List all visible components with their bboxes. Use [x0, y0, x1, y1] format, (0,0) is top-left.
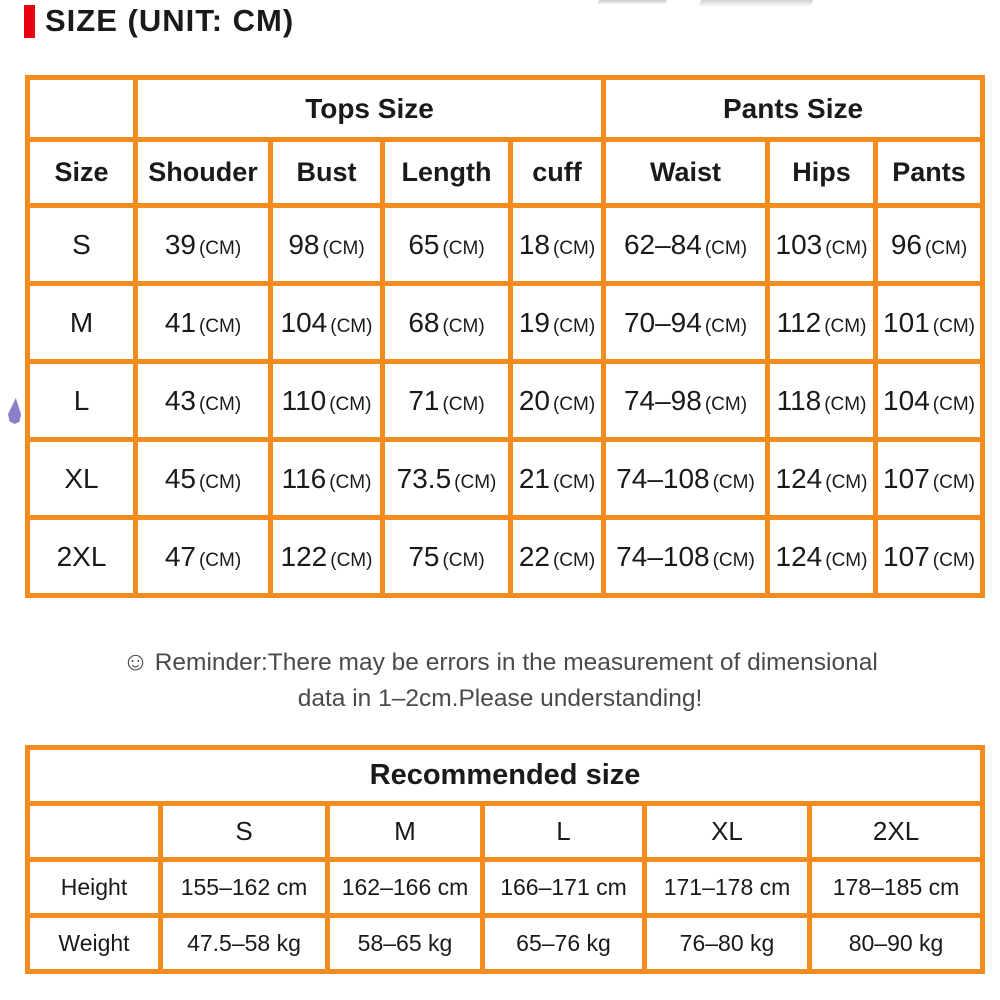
table-row-s: [28, 206, 983, 284]
measure-cell: [271, 284, 383, 362]
unit-label: (CM): [322, 237, 365, 259]
measure-cell: [136, 440, 271, 518]
unit-label: (CM): [825, 471, 868, 493]
rec-column-header-s: S: [161, 804, 328, 860]
measure-value: 112: [776, 306, 822, 338]
unit-label: (CM): [824, 315, 867, 337]
measure-cell: [876, 518, 983, 596]
unit-label: (CM): [924, 237, 968, 259]
weight-value-cell: 80–90 kg: [810, 916, 983, 972]
purple-drop-artifact: [8, 398, 21, 424]
smiley-icon: ☺: [122, 646, 149, 676]
reminder-text-1: Reminder:There may be errors in the measurement of dimensional: [154, 649, 878, 676]
height-row-label: Height: [28, 860, 161, 916]
measure-cell: [136, 518, 271, 596]
measure-cell: [136, 284, 271, 362]
unit-label: (CM): [330, 315, 373, 337]
measure-cell: [271, 440, 383, 518]
height-value-cell: 171–178 cm: [645, 860, 810, 916]
measure-cell: [768, 362, 876, 440]
measure-value: 118: [776, 384, 822, 416]
column-header-cuff: cuff: [511, 140, 604, 206]
measure-cell: [271, 362, 383, 440]
page-title: [24, 3, 294, 39]
measure-cell: [876, 206, 983, 284]
measure-value: 47: [164, 540, 196, 572]
unit-label: (CM): [329, 471, 372, 493]
measure-value: 104: [280, 306, 328, 338]
measure-value: 20: [518, 384, 550, 416]
measure-value: 74–108: [616, 462, 710, 494]
unit-label: (CM): [552, 471, 596, 493]
measure-value: 71: [408, 384, 440, 416]
measure-value: 122: [280, 540, 328, 572]
measure-cell: [604, 284, 768, 362]
photo-edge-artifact: [699, 0, 813, 6]
unit-label: (CM): [442, 237, 485, 259]
measure-value: 68: [408, 306, 440, 338]
measure-value: 19: [518, 306, 550, 338]
pants-size-group-header: Pants Size: [604, 78, 983, 140]
unit-label: (CM): [552, 393, 596, 415]
size-cell: [28, 284, 136, 362]
column-header-shouder: Shouder: [136, 140, 271, 206]
unit-label: (CM): [704, 237, 748, 259]
measure-value: 75: [408, 540, 440, 572]
measure-value: 65: [408, 228, 440, 260]
height-value-cell: 155–162 cm: [161, 860, 328, 916]
measure-cell: [876, 440, 983, 518]
measure-value: 116: [281, 462, 327, 494]
size-cell: [28, 206, 136, 284]
table-row: [28, 140, 983, 206]
measure-cell: [136, 206, 271, 284]
size-label: S: [72, 228, 91, 260]
size-label: M: [69, 306, 94, 338]
measure-cell: [511, 284, 604, 362]
rec-column-header-xl: XL: [645, 804, 810, 860]
unit-label: (CM): [712, 471, 755, 493]
rec-column-header-m: M: [328, 804, 483, 860]
measure-cell: [136, 362, 271, 440]
measure-cell: [604, 440, 768, 518]
unit-label: (CM): [704, 315, 748, 337]
measure-cell: [876, 284, 983, 362]
measure-cell: [604, 362, 768, 440]
table-row: [28, 748, 983, 804]
measure-cell: [511, 206, 604, 284]
unit-label: (CM): [704, 393, 748, 415]
column-header-pants: Pants: [876, 140, 983, 206]
measure-value: 98: [288, 228, 320, 260]
rec-column-header-2xl: 2XL: [810, 804, 983, 860]
size-measurements-table: [25, 75, 985, 598]
measure-cell: [768, 518, 876, 596]
measure-value: 101: [883, 306, 930, 338]
size-label: XL: [64, 462, 99, 494]
column-header-bust: Bust: [271, 140, 383, 206]
measure-value: 62–84: [623, 228, 702, 260]
measure-cell: [768, 440, 876, 518]
measure-cell: [271, 206, 383, 284]
red-accent-bar: [24, 5, 35, 38]
unit-label: (CM): [712, 549, 755, 571]
corner-cell: [28, 804, 161, 860]
unit-label: (CM): [552, 237, 596, 259]
measure-value: 74–108: [616, 540, 710, 572]
column-header-hips: Hips: [768, 140, 876, 206]
table-row-l: [28, 362, 983, 440]
table-row: [28, 78, 983, 140]
measure-value: 22: [518, 540, 550, 572]
unit-label: (CM): [329, 393, 372, 415]
measure-value: 103: [775, 228, 823, 260]
reminder-line-1: [0, 643, 1000, 681]
measure-value: 124: [775, 462, 823, 494]
column-header-length: Length: [383, 140, 511, 206]
measure-cell: [383, 362, 511, 440]
size-label: L: [73, 384, 90, 416]
corner-cell: [28, 78, 136, 140]
unit-label: (CM): [198, 549, 242, 571]
weight-value-cell: 47.5–58 kg: [161, 916, 328, 972]
table-row-xl: [28, 440, 983, 518]
unit-label: (CM): [330, 549, 373, 571]
measure-cell: [271, 518, 383, 596]
size-cell: [28, 440, 136, 518]
table-row-2xl: [28, 518, 983, 596]
measure-cell: [604, 518, 768, 596]
measure-value: 39: [164, 228, 196, 260]
unit-label: (CM): [932, 549, 975, 571]
measure-value: 73.5: [396, 462, 452, 494]
height-value-cell: 162–166 cm: [328, 860, 483, 916]
unit-label: (CM): [932, 315, 975, 337]
measure-value: 107: [883, 540, 930, 572]
unit-label: (CM): [442, 393, 485, 415]
measure-value: 107: [883, 462, 930, 494]
measure-value: 124: [775, 540, 823, 572]
size-cell: [28, 362, 136, 440]
measure-cell: [876, 362, 983, 440]
unit-label: (CM): [825, 237, 868, 259]
unit-label: (CM): [198, 237, 242, 259]
unit-label: (CM): [932, 471, 975, 493]
tops-size-group-header: Tops Size: [136, 78, 604, 140]
measure-cell: [383, 518, 511, 596]
measure-value: 104: [883, 384, 930, 416]
measure-value: 45: [164, 462, 196, 494]
photo-edge-artifact: [597, 0, 667, 4]
reminder-text-2: data in 1–2cm.Please understanding!: [297, 685, 703, 712]
measure-value: 21: [518, 462, 550, 494]
measure-cell: [383, 206, 511, 284]
size-label: 2XL: [56, 540, 107, 572]
table-row-height: [28, 860, 983, 916]
unit-label: (CM): [198, 471, 242, 493]
measure-cell: [383, 440, 511, 518]
height-value-cell: 178–185 cm: [810, 860, 983, 916]
weight-value-cell: 58–65 kg: [328, 916, 483, 972]
rec-column-header-l: L: [483, 804, 645, 860]
recommended-size-table: [25, 745, 985, 974]
size-cell: [28, 518, 136, 596]
unit-label: (CM): [825, 549, 868, 571]
measure-cell: [768, 284, 876, 362]
unit-label: (CM): [552, 549, 596, 571]
unit-label: (CM): [198, 315, 242, 337]
measure-value: 74–98: [623, 384, 702, 416]
measure-cell: [383, 284, 511, 362]
table-row-m: [28, 284, 983, 362]
measure-cell: [511, 518, 604, 596]
recommended-size-title: Recommended size: [28, 748, 983, 804]
measure-value: 18: [518, 228, 550, 260]
measure-cell: [604, 206, 768, 284]
unit-label: (CM): [824, 393, 867, 415]
measure-cell: [511, 440, 604, 518]
column-header-size: Size: [28, 140, 136, 206]
page-title-text: SIZE (UNIT: CM): [45, 3, 295, 38]
measure-value: 70–94: [623, 306, 702, 338]
unit-label: (CM): [198, 393, 242, 415]
weight-row-label: Weight: [28, 916, 161, 972]
measure-value: 43: [164, 384, 196, 416]
height-value-cell: 166–171 cm: [483, 860, 645, 916]
table-row: [28, 804, 983, 860]
column-header-waist: Waist: [604, 140, 768, 206]
unit-label: (CM): [932, 393, 975, 415]
weight-value-cell: 65–76 kg: [483, 916, 645, 972]
unit-label: (CM): [552, 315, 596, 337]
unit-label: (CM): [442, 315, 485, 337]
measure-value: 41: [164, 306, 196, 338]
measure-value: 110: [281, 384, 327, 416]
measure-cell: [768, 206, 876, 284]
unit-label: (CM): [442, 549, 485, 571]
reminder-line-2: [0, 681, 1000, 717]
weight-value-cell: 76–80 kg: [645, 916, 810, 972]
table-row-weight: [28, 916, 983, 972]
unit-label: (CM): [454, 471, 497, 493]
measure-cell: [511, 362, 604, 440]
measure-value: 96: [890, 228, 922, 260]
measurement-reminder: [0, 643, 1000, 717]
